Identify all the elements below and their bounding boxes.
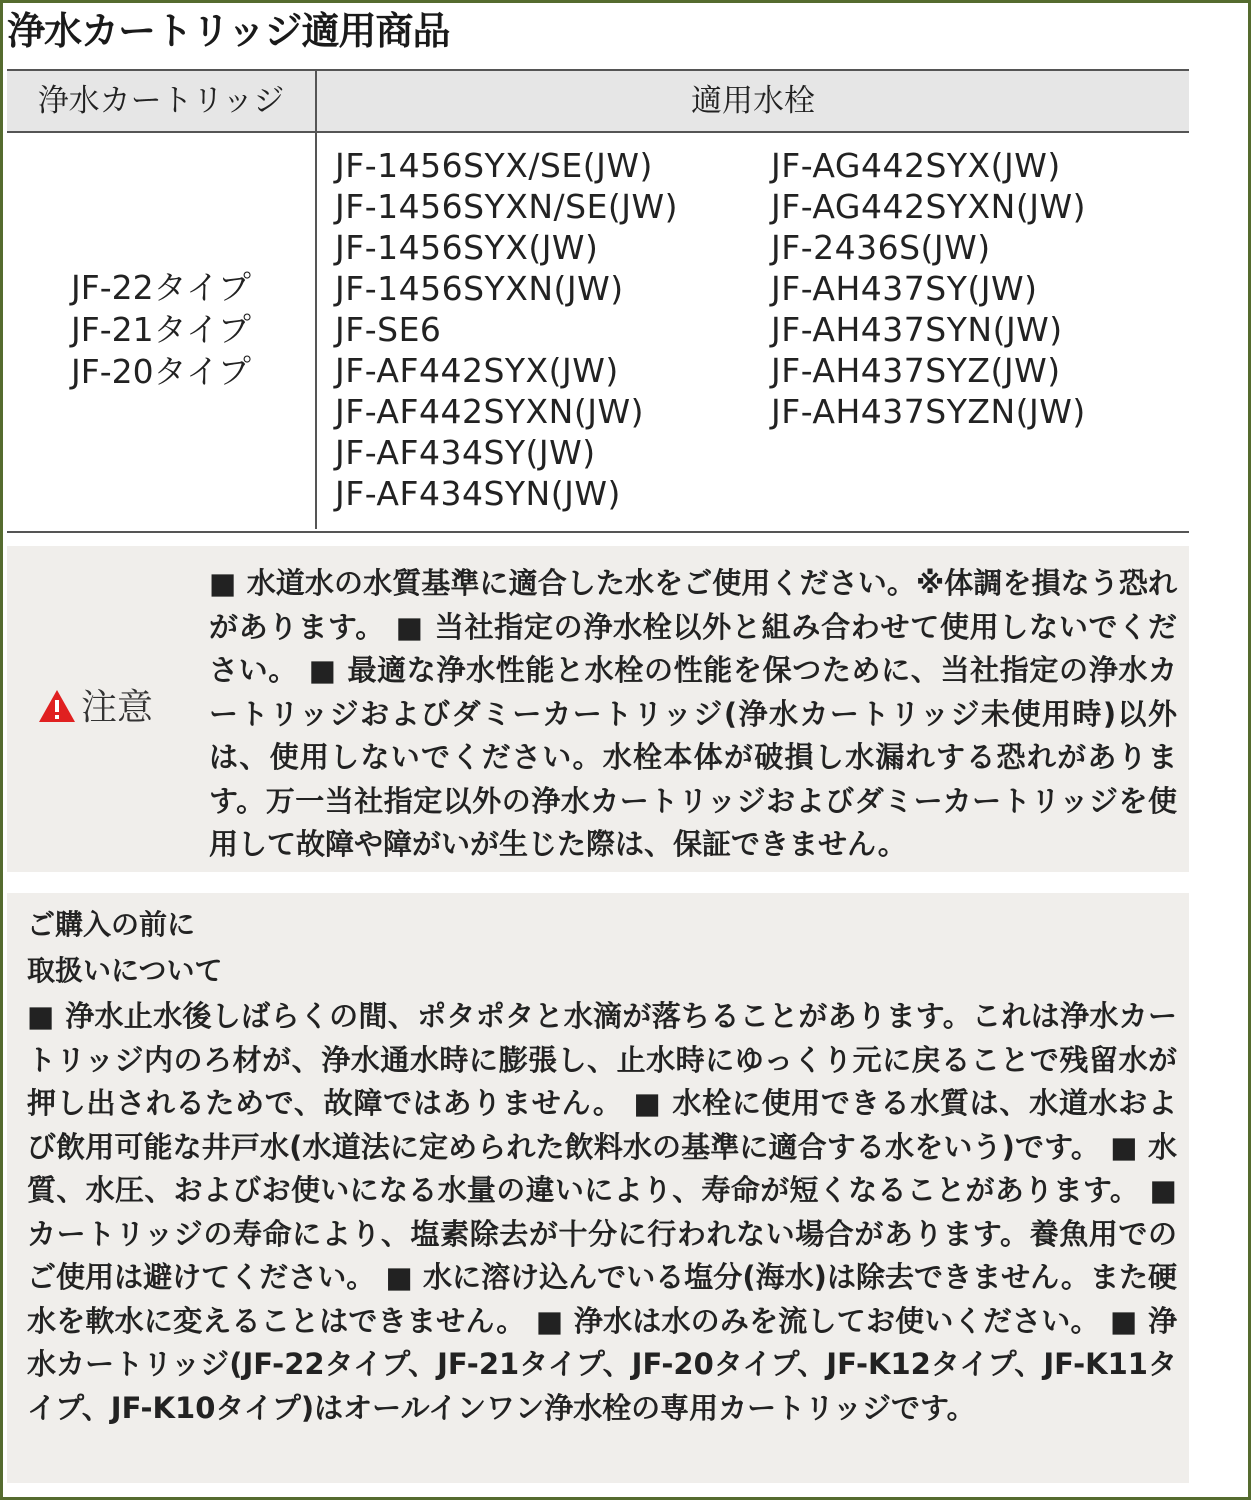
- before-purchase-heading: ご購入の前に: [27, 908, 196, 941]
- caution-label: [37, 686, 197, 730]
- faucet-model: JF-1456SYXN(JW): [335, 269, 624, 308]
- handling-text: ■ 浄水止水後しばらくの間、ポタポタと水滴が落ちることがあります。これは浄水カートリッジ内のろ材が、浄水通水時に膨張し、止水時にゆっくり元に戻ることで残留水が押し出されるためで、故障ではありません。 ■ 水栓に使用できる水質は、水道水および飲用可能な井戸水(水道法に定められた飲料水の基準に適合する水をいう)です。 ■ 水質、水圧、およびお使いになる水量の違いにより、寿命が短くなることがあります。 ■ カートリッジの寿命により、塩素除去が十分に行われない場合があります。養魚用でのご使用は避けてください。 ■ 水に溶け込んでいる塩分(海水)は除去できません。また硬水を軟水に変えることはできません。 ■ 浄水は水のみを流してお使いください。 ■ 浄水カートリッジ(JF-22タイプ、JF-21タイプ、JF-20タイプ、JF-K12タイプ、JF-K11タイプ、JF-K10タイプ)はオールインワン浄水栓の専用カートリッジです。: [27, 999, 1177, 1425]
- faucet-model: JF-SE6: [335, 310, 442, 349]
- faucet-model: JF-AF442SYX(JW): [335, 351, 619, 390]
- cartridge-types: [7, 267, 315, 393]
- faucet-model: JF-1456SYXN/SE(JW): [335, 187, 679, 226]
- handling-heading: 取扱いについて: [27, 954, 223, 987]
- faucet-models-right: [771, 145, 1086, 432]
- cartridge-type: JF-22タイプ: [71, 268, 251, 307]
- faucet-model: JF-AF434SY(JW): [335, 433, 596, 472]
- caution-text: ■ 水道水の水質基準に適合した水をご使用ください。※体調を損なう恐れがあります。 ■ 当社指定の浄水栓以外と組み合わせて使用しないでください。 ■ 最適な浄水性能と水栓の性能を保つために、当社指定の浄水カートリッジおよびダミーカートリッジ(浄水カートリッジ未使用時)以外は、使用しないでください。水栓本体が破損し水漏れする恐れがあります。万一当社指定以外の浄水カートリッジおよびダミーカートリッジを使用して故障や障がいが生じた際は、保証できません。: [209, 566, 1177, 861]
- header-faucet: 適用水栓: [691, 83, 815, 119]
- faucet-model: JF-AG442SYX(JW): [771, 146, 1061, 185]
- caution-label-text: 注意: [81, 687, 154, 728]
- faucet-model: JF-1456SYX/SE(JW): [335, 146, 653, 185]
- caution-panel: [7, 546, 1189, 872]
- faucet-model: JF-AH437SYZN(JW): [771, 392, 1086, 431]
- cartridge-type: JF-21タイプ: [71, 310, 251, 349]
- warning-icon: [37, 688, 77, 724]
- cartridge-type: JF-20タイプ: [71, 352, 251, 391]
- faucet-model: JF-2436S(JW): [771, 228, 991, 267]
- column-divider: [315, 71, 317, 529]
- page-title: 浄水カートリッジ適用商品: [7, 9, 450, 53]
- faucet-model: JF-AH437SYZ(JW): [771, 351, 1061, 390]
- header-cartridge: 浄水カートリッジ: [37, 83, 285, 119]
- applicable-products-table: [7, 69, 1189, 533]
- faucet-model: JF-AF442SYXN(JW): [335, 392, 644, 431]
- faucet-model: JF-AG442SYXN(JW): [771, 187, 1086, 226]
- faucet-model: JF-AH437SYN(JW): [771, 310, 1063, 349]
- faucet-model: JF-AF434SYN(JW): [335, 474, 621, 513]
- faucet-models-left: [335, 145, 678, 514]
- faucet-model: JF-AH437SY(JW): [771, 269, 1038, 308]
- faucet-model: JF-1456SYX(JW): [335, 228, 599, 267]
- before-purchase-panel: [7, 893, 1189, 1483]
- table-header: [7, 71, 1189, 133]
